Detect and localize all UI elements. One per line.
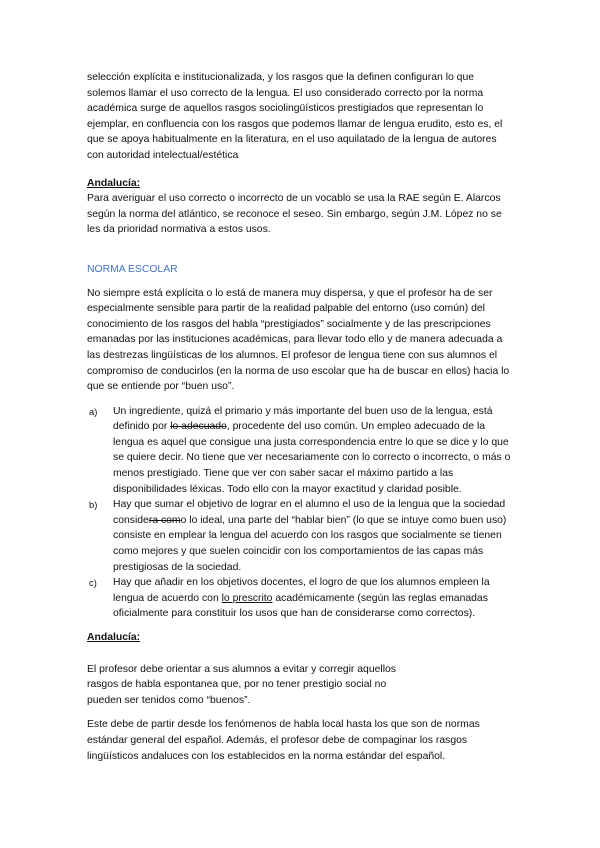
list-item-text: Hay que añadir en los objetivos docentes, el logro de que los alumnos empleen la lengua de acuerdo con: [113, 577, 490, 604]
list-item-text: , procedente del uso común. Un empleo adecuado de la lengua es aquel que consigue una justa correspondencia entre lo que se dice y lo que se quiere decir. No tiene que ver necesariamente con lo correcto o incorrecto, o más o menos prestigiado. Tiene que ver con saber sacar el máximo partido a las disponibilidades léxicas. Todo ello con la mayor exactitud y claridad posible.: [113, 421, 511, 495]
andalucia-line: pueden ser tenidos como “buenos”.: [87, 694, 251, 706]
struck-text: lo adecuado: [170, 421, 227, 433]
section-title-norma-escolar: NORMA ESCOLAR: [87, 263, 178, 275]
intro-paragraph: selección explícita e institucionalizada, y los rasgos que la definen configuran lo que solemos llamar el uso correcto de la lengua. El uso considerado correcto por la norma académica surge de aquellos rasgos sociolingüísticos prestigiados que representan lo ejemplar, en confluencia con los rasgos que podemos llamar de lengua erudito, esto es, el que se apoya habitualmente en la literatura, en el uso aquilatado de la lengua de autores con autoridad intelectual/estética: [87, 72, 503, 161]
list-marker: b): [89, 499, 98, 511]
list-item-text: Hay que sumar el objetivo de lograr en el alumno el uso de la lengua que la sociedad conside: [113, 499, 506, 526]
andalucia-paragraph-1: Para averiguar el uso correcto o incorrecto de un vocablo se usa la RAE según E. Alarcos según la norma del atlántico, se reconoce el seseo. Sin embargo, según J.M. López no se les da prioridad normativa a estos usos.: [87, 193, 502, 236]
list-marker: c): [89, 577, 97, 589]
andalucia-heading-2: Andalucía:: [87, 632, 141, 643]
objectives-list: [87, 404, 513, 622]
andalucia-line: El profesor debe orientar a sus alumnos a evitar y corregir aquellos: [87, 663, 396, 675]
spacer: [87, 646, 513, 662]
list-item: [87, 497, 513, 575]
list-item: [87, 575, 513, 622]
andalucia-line: rasgos de habla espontanea que, por no tener prestigio social no: [87, 679, 387, 691]
list-item: [87, 404, 513, 498]
andalucia-closing-paragraph: Este debe de partir desde los fenómenos de habla local hasta los que son de normas estándar general del español. Además, el profesor debe de compaginar los rasgos lingüísticos andaluces con los establecidos en la norma estándar del español.: [87, 719, 480, 762]
andalucia-heading-1: Andalucía:: [87, 177, 141, 189]
list-item-text: o lo ideal, una parte del “hablar bien” (lo que se intuye como buen uso) consiste en emplear la lengua del acuerdo con los rasgos que socialmente se tienen como mejores y que suelen coincidir con los comportamientos de las capas más prestigiosas de la sociedad.: [113, 514, 507, 573]
norma-escolar-paragraph: No siempre está explícita o lo está de manera muy dispersa, y que el profesor ha de ser especialmente sensible para partir de la realidad palpable del entorno (uso común) del conocimiento de los rasgos del habla “prestigiados” socialmente y de las prescripciones emanadas por las instituciones académicas, para llevar todo ello y de manera adecuada a las destrezas lingüísticas de los alumnos. El profesor de lengua tiene con sus alumnos el compromiso de conducirlos (en la norma de uso escolar que ha de buscar en ellos) hacia lo que se entiende por “buen uso”.: [87, 287, 510, 393]
list-marker: a): [89, 405, 98, 417]
list-item-text: Un ingrediente, quizá el primario y más importante del buen uso de la lengua, está definido por: [113, 405, 493, 433]
struck-text: ra com: [148, 514, 181, 526]
underlined-text: lo prescrito: [221, 592, 273, 604]
list-item-text: académicamente (según las reglas emanadas oficialmente para constituir los usos que han de considerarse como correctos).: [113, 592, 488, 620]
